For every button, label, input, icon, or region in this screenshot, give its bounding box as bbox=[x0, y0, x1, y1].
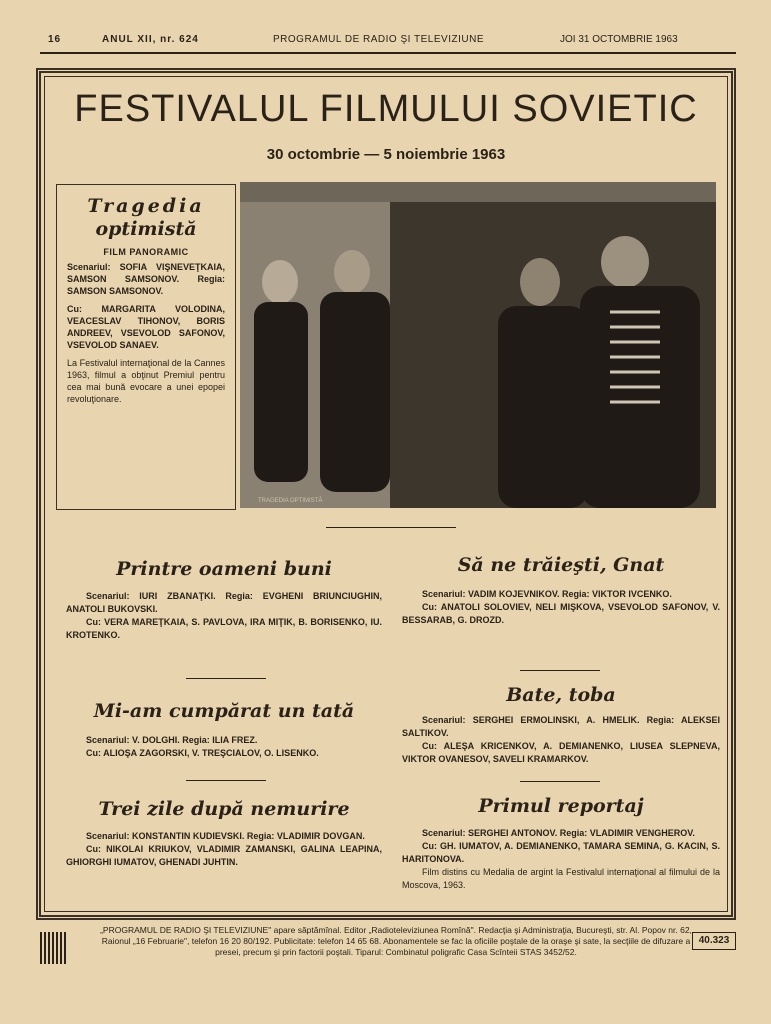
film-title: Printre oameni buni bbox=[116, 558, 332, 580]
festival-dates: 30 octombrie — 5 noiembrie 1963 bbox=[266, 146, 506, 163]
film-credits: Scenariul: IURI ZBANAŢKI. Regia: EVGHENI BRIUNCIUGHIN, ANATOLI BUKOVSKI. bbox=[66, 591, 382, 614]
featured-film-note: La Festivalul internaţional de la Cannes 1963, filmul a obţinut Premiul pentru cea mai bună evocare a unei epopei revoluţionare. bbox=[67, 358, 225, 404]
film-entry bbox=[66, 798, 382, 869]
film-cast: Cu: NIKOLAI KRIUKOV, VLADIMIR ZAMANSKI, GALINA LEAPINA, GHIORGHI IUMATOV, GHENADI JUHTIN. bbox=[66, 844, 382, 867]
featured-film-title bbox=[67, 195, 225, 241]
featured-film-credits: Scenariul: SOFIA VIŞNEVEŢKAIA, SAMSON SAMSONOV. Regia: SAMSON SAMSONOV. bbox=[67, 262, 225, 296]
film-credits: Scenariul: KONSTANTIN KUDIEVSKI. Regia: VLADIMIR DOVGAN. bbox=[86, 831, 365, 841]
barcode-ornament bbox=[40, 932, 66, 964]
entry-divider bbox=[186, 678, 266, 679]
film-credits: Scenariul: SERGHEI ERMOLINSKI, A. HMELIK. Regia: ALEKSEI SALTIKOV. bbox=[402, 715, 720, 738]
featured-film-cast: Cu: MARGARITA VOLODINA, VEACESLAV TIHONOV, BORIS ANDREEV, VSEVOLOD SAFONOV, VSEVOLOD SANAEV. bbox=[67, 304, 225, 350]
film-entry bbox=[402, 684, 720, 766]
photo-caption: TRAGEDIA OPTIMISTĂ bbox=[258, 498, 323, 504]
film-entry bbox=[66, 700, 382, 760]
film-credits: Scenariul: SERGHEI ANTONOV. Regia: VLADIMIR VENGHEROV. bbox=[422, 828, 695, 838]
featured-film-subtitle: FILM PANORAMIC bbox=[103, 247, 189, 257]
page-header bbox=[40, 30, 740, 52]
film-note: Film distins cu Medalia de argint la Festivalul internaţional al filmului de la Moscova, 1963. bbox=[402, 867, 720, 890]
film-entry bbox=[66, 558, 382, 642]
section-divider bbox=[326, 527, 456, 528]
film-cast: Cu: ALIOŞA ZAGORSKI, V. TREŞCIALOV, O. LISENKO. bbox=[86, 748, 319, 758]
festival-title: FESTIVALUL FILMULUI SOVIETIC bbox=[74, 88, 698, 130]
film-credits: Scenariul: VADIM KOJEVNIKOV. Regia: VIKTOR IVCENKO. bbox=[422, 589, 672, 599]
header-rule bbox=[40, 52, 736, 54]
featured-film-box bbox=[56, 184, 236, 510]
film-cast: Cu: ALEŞA KRICENKOV, A. DEMIANENKO, LIUSEA SLEPNEVA, VIKTOR OVANESOV, SAVELI KRAMARKOV. bbox=[402, 741, 720, 764]
film-still-illustration bbox=[240, 182, 716, 508]
film-cast: Cu: VERA MAREŢKAIA, S. PAVLOVA, IRA MIŢIK, B. BORISENKO, IU. KROTENKO. bbox=[66, 617, 382, 640]
film-title: Să ne trăieşti, Gnat bbox=[457, 554, 665, 576]
publication-name: PROGRAMUL DE RADIO ŞI TELEVIZIUNE bbox=[273, 34, 484, 45]
entry-divider bbox=[186, 780, 266, 781]
featured-title-line2: optimistă bbox=[95, 218, 197, 240]
film-title: Mi-am cumpărat un tată bbox=[93, 700, 355, 722]
film-title: Primul reportaj bbox=[478, 795, 644, 817]
film-entry bbox=[402, 554, 720, 627]
entry-divider bbox=[520, 781, 600, 782]
issue-date: JOI 31 OCTOMBRIE 1963 bbox=[560, 34, 678, 45]
film-title: Bate, toba bbox=[506, 684, 616, 706]
publication-code: 40.323 bbox=[692, 932, 736, 950]
featured-title-line1: Tragedia bbox=[87, 195, 205, 217]
page-number: 16 bbox=[48, 34, 62, 45]
film-entry bbox=[402, 795, 720, 892]
film-cast: Cu: ANATOLI SOLOVIEV, NELI MIŞKOVA, VSEVOLOD SAFONOV, V. BESSARAB, G. DROZD. bbox=[402, 602, 720, 625]
entry-divider bbox=[520, 670, 600, 671]
imprint-footer: „PROGRAMUL DE RADIO ŞI TELEVIZIUNE" apare săptămînal. Editor „Radioteleviziunea Romînă". Redacţia şi Administraţia, Bucureşti, str. Al. Popov nr. 62, Raionul „16 Februarie", telefon 16 20 80/192. Publicitate: telefon 14 65 68. Abonamentele se fac la oficiile poştale de la oraşe şi sate, la secţiile de difuzare a presei, precum şi prin factorii poştali. Tiparul: Combinatul poligrafic Casa Scînteii STAS 3452/52. bbox=[100, 925, 692, 957]
film-credits: Scenariul: V. DOLGHI. Regia: ILIA FREZ. bbox=[86, 735, 258, 745]
film-still-photo bbox=[240, 182, 716, 508]
issue-number: ANUL XII, nr. 624 bbox=[102, 34, 199, 45]
film-title: Trei zile după nemurire bbox=[98, 798, 350, 820]
film-cast: Cu: GH. IUMATOV, A. DEMIANENKO, TAMARA SEMINA, G. KACIN, S. HARITONOVA. bbox=[402, 841, 720, 864]
